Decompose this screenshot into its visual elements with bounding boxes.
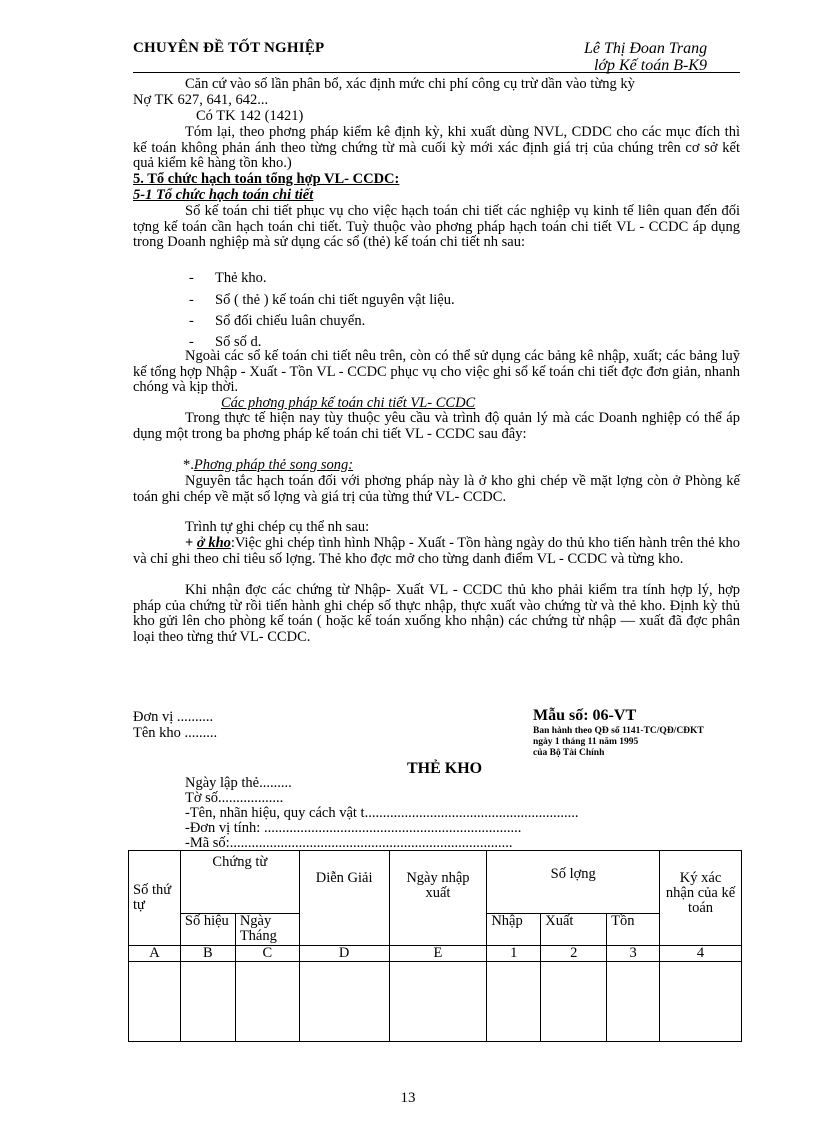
header-signature: Ký xác nhận của kế toán (660, 851, 742, 946)
form-title: THẺ KHO (407, 760, 483, 777)
form-unit: Đơn vị .......... (133, 709, 214, 725)
paragraph-warehouse: + ở kho:Việc ghi chép tình hình Nhập - Xuất - Tồn hàng ngày do thủ kho tiến hành trên thẻ kho và chỉ ghi theo chỉ tiêu số lợng. Thẻ kho đợc mở cho từng danh điểm VL - CCDC và từng kho. (133, 535, 741, 567)
empty-cell (487, 962, 541, 1042)
paragraph-allocation: Căn cứ vào số lần phân bổ, xác định mức chi phí công cụ trừ dần vào từng kỳ (185, 76, 635, 92)
empty-cell (660, 962, 742, 1042)
code-cell: A (129, 946, 181, 962)
header-divider (133, 72, 740, 73)
header-description: Diễn Giải (299, 851, 389, 946)
header-date: Ngày nhập xuất (389, 851, 487, 946)
heading-parallel-card: *.Phơng pháp thẻ song song: (183, 457, 354, 473)
form-warehouse: Tên kho ......... (133, 725, 218, 741)
paragraph-methods: Trong thực tế hiện nay tùy thuộc yêu cầu và trình độ quản lý mà các Doanh nghiệp có thể áp dụng một trong ba phơng pháp kế toán chi tiết VL - CCDC sau đây: (133, 410, 740, 442)
form-number: Mẫu số: 06-VT (533, 707, 637, 724)
header-in: Nhập (487, 914, 541, 946)
empty-cell (389, 962, 487, 1042)
page-number: 13 (400, 1090, 416, 1106)
document-header-author (584, 40, 707, 74)
list-item: - Sổ ( thẻ ) kế toán chi tiết nguyên vật liệu. (189, 292, 455, 308)
paragraph-detail-books: Sổ kế toán chi tiết phục vụ cho việc hạch toán chi tiết các nghiệp vụ kinh tế liên quan đến đối tợng kế toán cần hạch toán chi tiết. Tuỳ thuộc vào phơng pháp hạch toán chi tiết VL - CCDC áp dụng trong Doanh nghiệp mà sử dụng các sổ (thẻ) kế toán chi tiết nh sau: (133, 203, 740, 250)
code-cell: B (180, 946, 235, 962)
empty-cell (299, 962, 389, 1042)
code-cell: 1 (487, 946, 541, 962)
paragraph-summary: Tóm lại, theo phơng pháp kiểm kê định kỳ, khi xuất dùng NVL, CDDC cho các mục đích thì kế toán không phản ánh theo từng chứng từ mà cuối kỳ mới xác định giá trị của chúng trên cơ sở kết quả kiểm kê hàng tồn kho.) (133, 124, 740, 171)
section-heading-5-1: 5-1 Tổ chức hạch toán chi tiết (133, 187, 314, 203)
form-issued-ministry: của Bộ Tài Chính (533, 748, 605, 758)
list-item: - Thẻ kho. (189, 270, 267, 286)
author-name: Lê Thị Đoan Trang (584, 40, 708, 57)
paragraph-receipt: Khi nhận đợc các chứng từ Nhập- Xuất VL - CCDC thủ kho phải kiểm tra tính hợp lý, hợp pháp của chứng từ rồi tiến hành ghi chép số thực nhập, thực xuất vào chứng từ và thẻ kho. Định kỳ thủ kho gửi lên cho phòng kế toán ( hoặc kế toán xuống kho nhận) các chứng từ nhập — xuất đã đợc phân loại theo từng thứ VL- CCDC. (133, 582, 740, 645)
code-cell: 3 (607, 946, 660, 962)
header-stt: Số thứ tự (129, 851, 181, 946)
paragraph-other-books: Ngoài các sổ kế toán chi tiết nêu trên, còn có thể sử dụng các bảng kê nhập, xuất; các bảng luỹ kế tổng hợp Nhập - Xuất - Tồn VL - CCDC phục vụ cho việc ghi sổ kế toán chi tiết đợc đơn giản, nhanh chóng và kịp thời. (133, 348, 740, 395)
header-out: Xuất (541, 914, 607, 946)
form-item-code: -Mã số:.............................................................................. (185, 835, 513, 851)
code-cell: E (389, 946, 487, 962)
code-cell: 4 (660, 946, 742, 962)
form-issued-by: Ban hành theo QĐ số 1141-TC/QĐ/CĐKT (533, 726, 704, 736)
form-sheet-number: Tờ số.................. (185, 790, 284, 806)
list-item: - Sổ số d. (189, 334, 262, 350)
paragraph-principle: Nguyên tắc hạch toán đối với phơng pháp này là ở kho ghi chép về mặt lợng còn ở Phòng kế toán ghi chép về mặt số lợng và giá trị của từng thứ VL- CCDC. (133, 473, 740, 505)
header-doc-number: Số hiệu (180, 914, 235, 946)
header-doc-date: Ngày Tháng (235, 914, 299, 946)
empty-cell (129, 962, 181, 1042)
author-class: lớp Kế toán B-K9 (594, 57, 707, 74)
entry-debit: Nợ TK 627, 641, 642... (133, 92, 269, 108)
entry-credit: Có TK 142 (1421) (196, 108, 304, 124)
header-stock: Tồn (607, 914, 660, 946)
code-cell: C (235, 946, 299, 962)
document-header-title: CHUYÊN ĐỀ TỐT NGHIỆP (133, 40, 325, 56)
header-documents: Chứng từ (180, 851, 299, 914)
code-cell: D (299, 946, 389, 962)
empty-cell (180, 962, 235, 1042)
stock-card-table (128, 850, 742, 1042)
table-row (129, 962, 742, 1042)
empty-cell (607, 962, 660, 1042)
heading-methods: Các phơng pháp kế toán chi tiết VL- CCDC (221, 395, 476, 411)
code-cell: 2 (541, 946, 607, 962)
form-date: Ngày lập thẻ......... (185, 775, 292, 791)
form-unit-of-measure: -Đơn vị tính: ....................................................................... (185, 820, 522, 836)
section-heading-5: 5. Tổ chức hạch toán tổng hợp VL- CCDC: (133, 171, 400, 187)
form-issued-date: ngày 1 tháng 11 năm 1995 (533, 737, 639, 747)
empty-cell (541, 962, 607, 1042)
paragraph-procedure: Trình tự ghi chép cụ thể nh sau: (185, 519, 370, 535)
list-item: - Sổ đối chiếu luân chuyển. (189, 313, 366, 329)
form-item-name: -Tên, nhãn hiệu, quy cách vật t........................................................... (185, 805, 579, 821)
empty-cell (235, 962, 299, 1042)
header-quantity: Số lợng (487, 851, 660, 914)
